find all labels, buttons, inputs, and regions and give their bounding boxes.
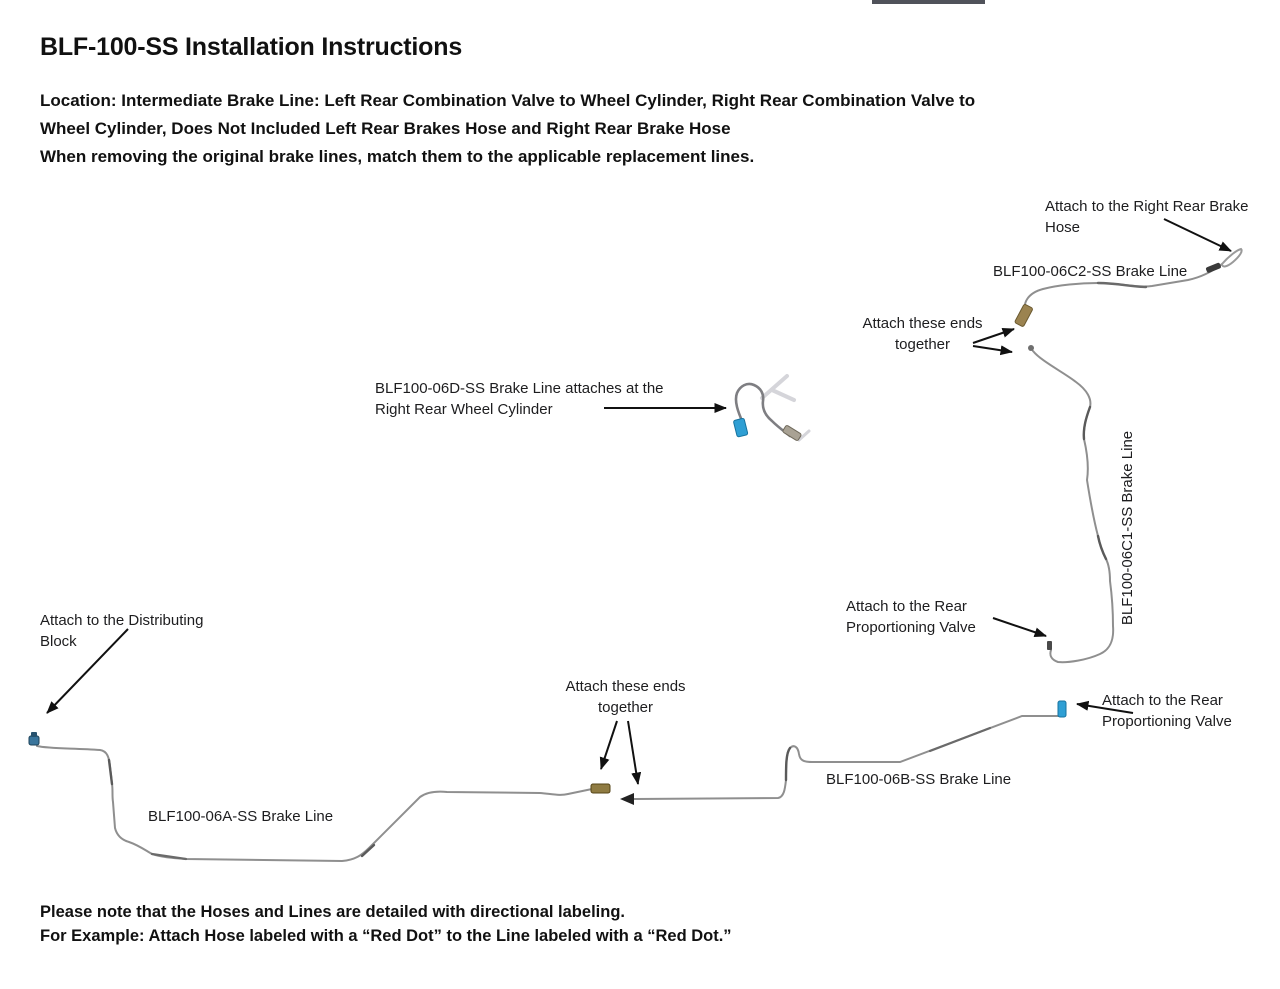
intro-line-3: When removing the original brake lines, match them to the applicable replacement lines. [40,147,755,166]
brass-fitting-06a [591,784,610,793]
dark-fitting-06c2 [1205,262,1221,273]
page-title: BLF-100-SS Installation Instructions [40,33,463,61]
small-fitting-06c1-bottom [1047,641,1052,650]
intro-line-1: Location: Intermediate Brake Line: Left Rear Combination Valve to Wheel Cylinder, Right Rear Combination Valve to [40,91,976,110]
location-intro-paragraph [40,87,1200,171]
brass-fitting-06c2 [1014,304,1033,327]
left-arrow-tip-06b [620,793,634,805]
label-blf100-06c1: BLF100-06C1-SS Brake Line [1119,430,1136,626]
gray-fitting-06d [782,425,802,441]
intro-line-2: Wheel Cylinder, Does Not Included Left Rear Brakes Hose and Right Rear Brake Hose [40,119,731,138]
brake-line-06a-drawing [37,746,592,861]
arrow-attach-ends-bottom-left [601,721,617,769]
label-attach-rear-proportioning-bottom: Attach to the Rear Proportioning Valve [1102,692,1232,730]
blue-fitting-06d [733,418,748,437]
note-line-2: For Example: Attach Hose labeled with a “Red Dot” to the Line labeled with a “Red Dot.” [40,926,732,945]
brake-line-06c1-drawing [1033,351,1113,662]
label-blf100-06a: BLF100-06A-SS Brake Line [148,808,334,825]
blue-fitting-06a-cap [31,732,37,737]
label-blf100-06d: BLF100-06D-SS Brake Line attaches at the Right Rear Wheel Cylinder [375,380,664,418]
label-attach-these-ends-top: Attach these ends together [862,315,983,353]
label-attach-distributing-block: Attach to the Distributing Block [40,612,204,650]
label-blf100-06b: BLF100-06B-SS Brake Line [826,771,1012,788]
directional-labeling-note [40,901,1040,948]
blue-fitting-06b [1058,701,1066,717]
arrow-attach-ends-bottom-right [628,721,638,784]
small-fitting-06c1-top [1028,345,1034,351]
note-line-1: Please note that the Hoses and Lines are detailed with directional labeling. [40,903,625,921]
label-blf100-06c2: BLF100-06C2-SS Brake Line [993,263,1188,280]
label-attach-rear-proportioning-mid: Attach to the Rear Proportioning Valve [846,598,976,636]
blue-fitting-06a [29,736,39,745]
top-edge-bar [872,0,985,4]
label-attach-these-ends-bottom: Attach these ends together [565,678,686,716]
label-attach-right-rear-brake-hose: Attach to the Right Rear Brake Hose [1045,198,1249,236]
